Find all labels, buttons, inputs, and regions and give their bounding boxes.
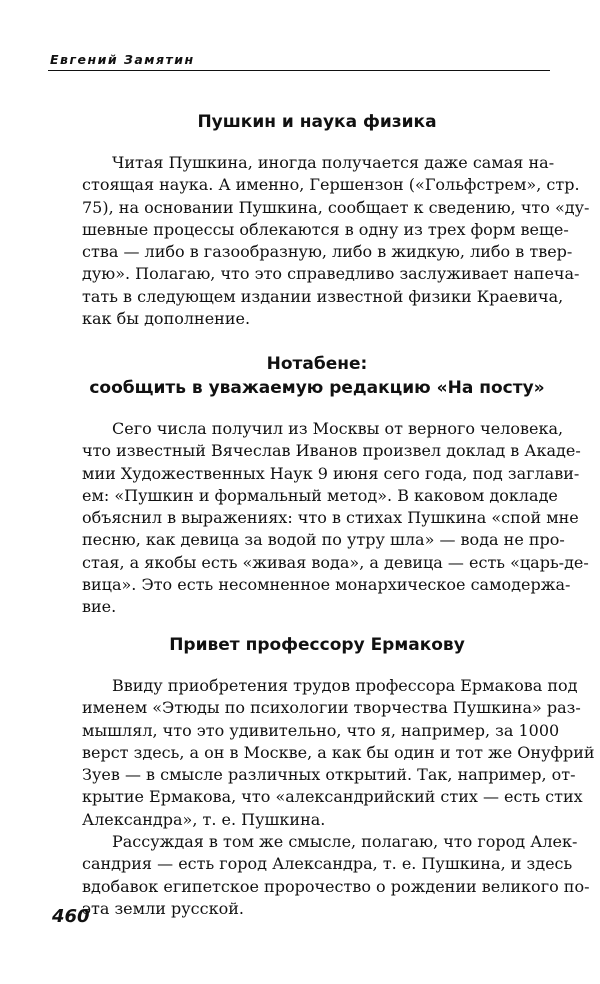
section-notabene [82, 352, 589, 619]
page-number: 460 [52, 906, 90, 927]
section-title [82, 352, 552, 400]
section-pushkin-physics [82, 110, 590, 330]
section-title-line: Нотабене: [266, 354, 368, 374]
text-line: Сего числа получил из Москвы от верного человека, [112, 419, 564, 438]
running-head: Евгений Замятин [50, 52, 195, 67]
text-line: Рассуждая в том же смысле, полагаю, что город Алек- [112, 832, 578, 852]
section-ermakov [82, 633, 595, 920]
text-line: Зуев — в смысле различных открытий. Так, например, от- [82, 765, 576, 785]
header-rule [48, 70, 550, 71]
text-line: Читая Пушкина, иногда получается даже самая на- [112, 153, 555, 172]
text-line: песню, как девица за водой по утру шла» — вода не про- [82, 530, 565, 550]
text-line: что известный Вячеслав Иванов произвел доклад в Акаде- [82, 441, 581, 461]
text-line: ем: «Пушкин и формальный метод». В каковом докладе [82, 485, 558, 505]
paragraph [82, 418, 589, 619]
paragraph [82, 675, 595, 831]
section-title-line: Привет профессору Ермакову [169, 635, 465, 655]
text-line: вица». Это есть несомненное монархическое самодержа- [82, 575, 571, 595]
text-line: верст здесь, а он в Москве, а как бы один и тот же Онуфрий [82, 742, 595, 762]
paragraph [82, 831, 590, 920]
text-line: Александра», т. е. Пушкина. [82, 809, 326, 829]
text-line: ства — либо в газообразную, либо в жидкую, либо в твер- [82, 242, 573, 262]
text-line: как бы дополнение. [82, 309, 251, 329]
text-line: мышлял, что это удивительно, что я, например, за 1000 [82, 720, 560, 740]
text-line: дую». Полагаю, что это справедливо заслуживает напеча- [82, 264, 580, 284]
section-title-line: Пушкин и наука физика [197, 112, 437, 132]
text-line: эта земли русской. [82, 898, 244, 918]
text-line: тать в следующем издании известной физики Краевича, [82, 286, 564, 306]
text-line: вдобавок египетское пророчество о рождении великого по- [82, 876, 590, 896]
section-title [82, 110, 552, 134]
text-line: шевные процессы облекаются в одну из трех форм веще- [82, 219, 569, 239]
section-title-line: сообщить в уважаемую редакцию «На посту» [89, 378, 545, 398]
text-line: крытие Ермакова, что «александрийский стих — есть стих [82, 787, 583, 807]
text-line: вие. [82, 597, 117, 617]
text-line: Ввиду приобретения трудов профессора Ермакова под [112, 676, 578, 695]
text-line: сандрия — есть город Александра, т. е. Пушкина, и здесь [82, 854, 573, 874]
text-line: стоящая наука. А именно, Гершензон («Гольфстрем», стр. [82, 175, 580, 195]
text-line: стая, а якобы есть «живая вода», а девица — есть «царь-де- [82, 552, 589, 572]
paragraph [82, 152, 590, 330]
text-line: 75), на основании Пушкина, сообщает к сведению, что «ду- [82, 197, 590, 217]
text-line: мии Художественных Наук 9 июня сего года, под заглави- [82, 463, 580, 483]
text-line: именем «Этюды по психологии творчества Пушкина» раз- [82, 698, 581, 718]
text-line: объяснил в выражениях: что в стихах Пушкина «спой мне [82, 508, 579, 528]
section-title [82, 633, 552, 657]
